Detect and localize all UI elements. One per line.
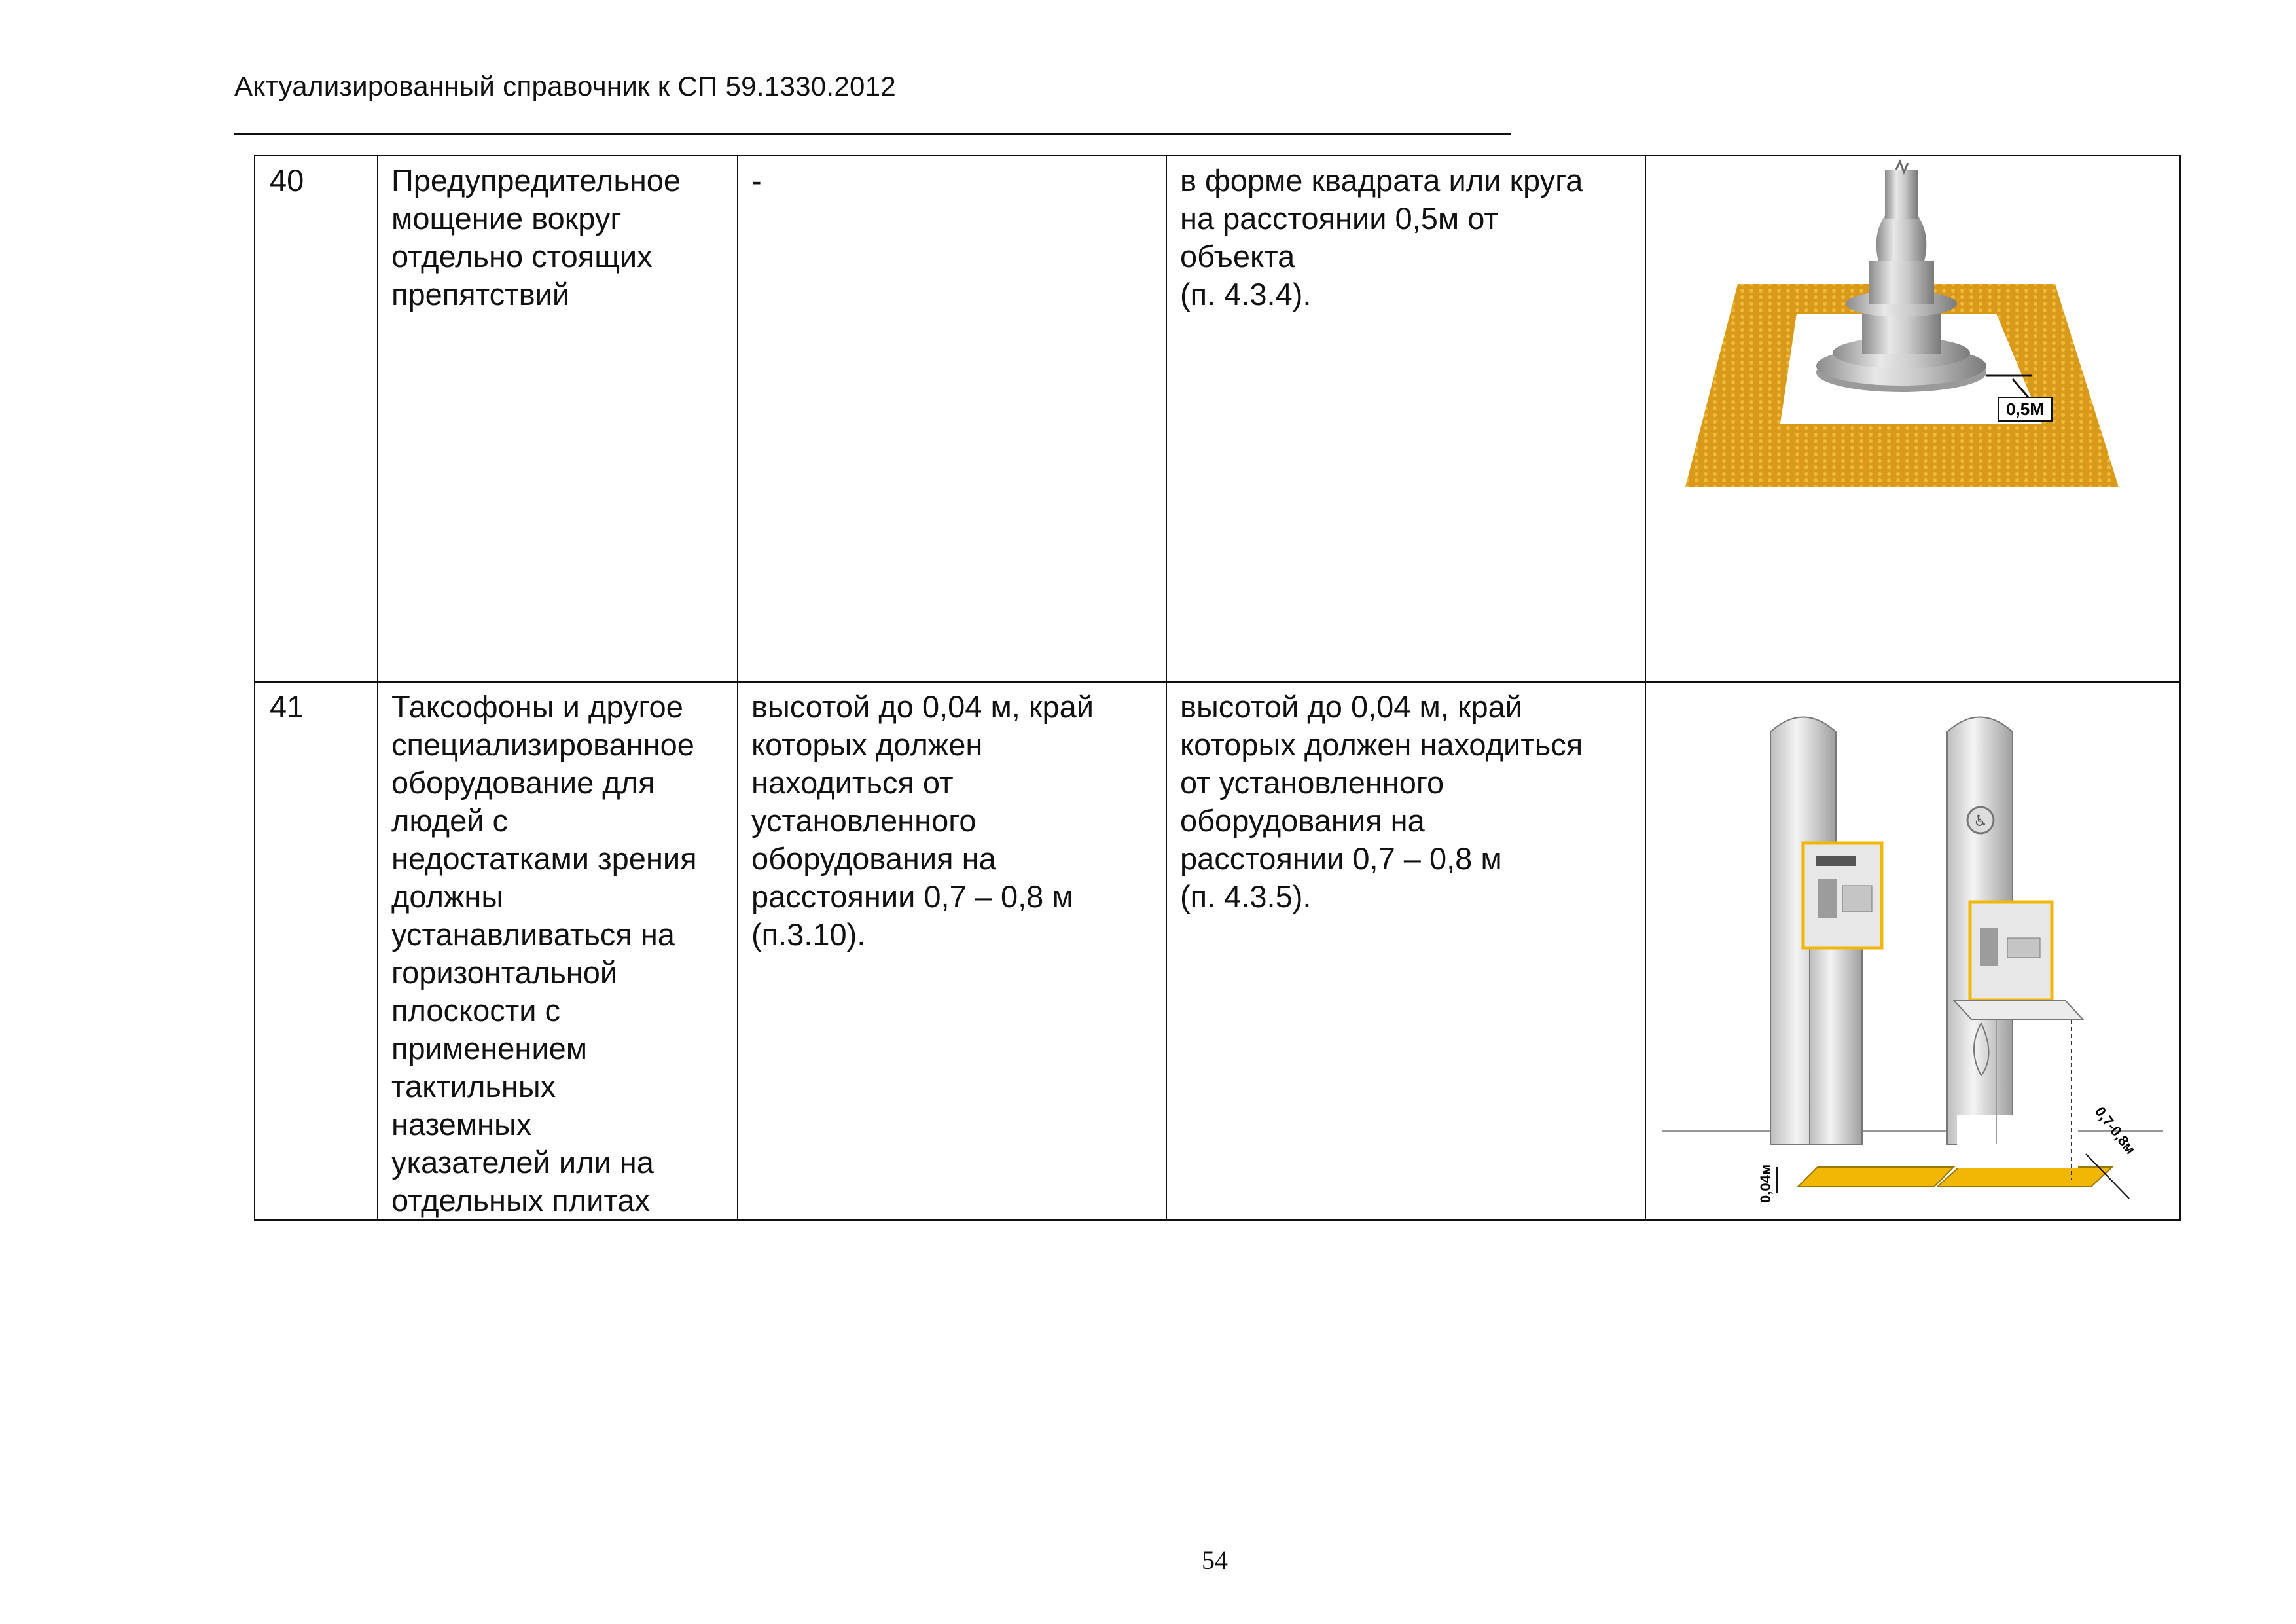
requirement-b-cell: высотой до 0,04 м, край которых должен находиться от установленного оборудования на расстоянии 0,7 – 0,8 м (п. 4.3.5). [1166,682,1645,1220]
row-number-cell: 41 [255,682,378,1220]
row-name-cell: Предупредительное мощение вокруг отдельно стоящих препятствий [378,156,738,682]
illustration-cell [1645,682,2180,1220]
row-number-cell: 40 [255,156,378,682]
table-row [255,156,2180,682]
table-row [255,682,2180,1220]
requirement-a-cell: - [738,156,1166,682]
payphone-tactile-figure [1646,683,2179,1212]
row-name-cell: Таксофоны и другое специализированное оборудование для людей с недостатками зрения должны устанавливаться на горизонтальной плоскости с применением тактильных наземных указателей или на отдельных плитах [378,682,738,1220]
requirement-b-cell: в форме квадрата или круга на расстоянии 0,5м от объекта (п. 4.3.4). [1166,156,1645,682]
document-header-title: Актуализированный справочник к СП 59.1330.2012 [234,71,897,101]
requirement-a-cell: высотой до 0,04 м, край которых должен находиться от установленного оборудования на расстоянии 0,7 – 0,8 м (п.3.10). [738,682,1166,1220]
svg-text:♿: ♿ [1973,812,1988,830]
payphone-right [1937,717,2112,1187]
requirements-table [254,155,2181,1221]
page-number: 54 [1202,1545,1228,1575]
height-dimension-label: 0,04м [1757,1164,1774,1203]
illustration-cell [1645,156,2180,682]
header-divider [234,133,1511,135]
payphone-left [1770,717,1954,1187]
dimension-label: 0,5М [2006,399,2044,419]
distance-dimension-label: 0,7-0,8м [2092,1103,2139,1157]
bollard-warning-paving-figure [1646,156,2179,523]
